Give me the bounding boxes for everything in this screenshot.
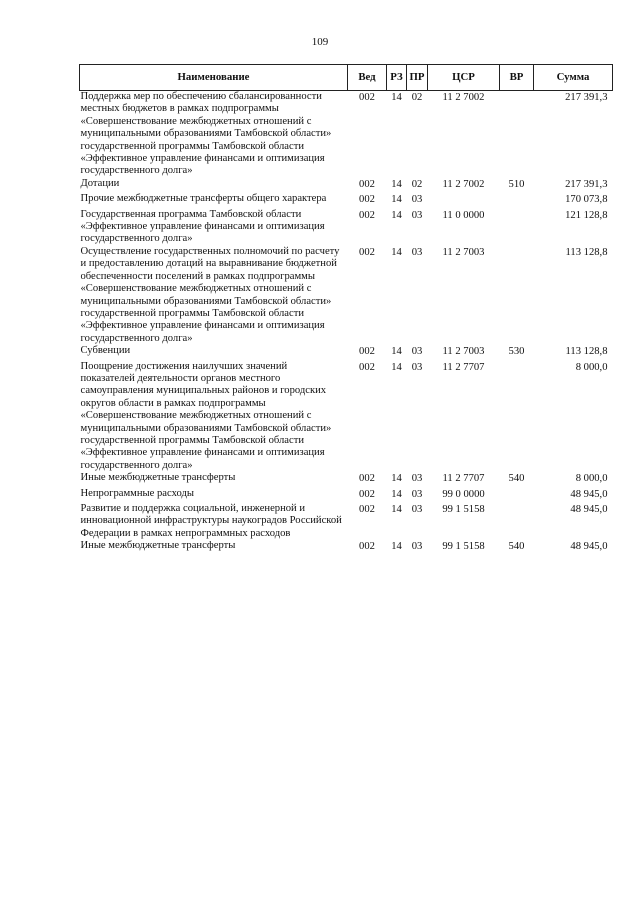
header-rz: РЗ xyxy=(387,65,407,91)
cell-vr: 540 xyxy=(508,541,525,553)
cell-name: Поощрение достижения наилучших значений показателей деятельности органов местного самоуправления муниципальных районов и городских округов области в рамках подпрограммы «Совершенствование межбюджетных отношений с муниципальными образованиями Тамбовской области» государственной программы Тамбовской области «Эффективное управление финансами и оптимизация государственного долга» xyxy=(80,360,332,471)
cell-vr xyxy=(500,91,534,178)
cell-csr: 99 0 0000 xyxy=(442,488,485,500)
table-row xyxy=(80,209,613,246)
cell-rz: 14 xyxy=(391,541,402,553)
cell-pr: 03 xyxy=(411,541,423,553)
cell-csr: 11 2 7003 xyxy=(442,346,485,358)
table-row xyxy=(80,178,613,193)
table-row xyxy=(80,503,613,540)
cell-vr xyxy=(500,361,534,473)
cell-vr xyxy=(500,246,534,345)
cell-name: Субвенции xyxy=(80,345,131,357)
cell-csr: 11 2 7707 xyxy=(442,473,485,485)
header-csr: ЦСР xyxy=(428,65,500,91)
cell-rz: 14 xyxy=(391,209,402,221)
cell-pr: 03 xyxy=(411,488,423,500)
cell-pr: 02 xyxy=(411,92,423,103)
header-name: Наименование xyxy=(80,65,348,91)
table-row xyxy=(80,540,613,555)
cell-csr: 99 1 5158 xyxy=(442,541,485,553)
header-sum: Сумма xyxy=(534,65,613,91)
cell-name: Непрограммные расходы xyxy=(80,487,194,499)
cell-rz: 14 xyxy=(391,92,402,103)
budget-table xyxy=(79,64,613,556)
cell-sum: 217 391,3 xyxy=(565,178,608,190)
cell-rz: 14 xyxy=(391,178,402,190)
cell-sum: 8 000,0 xyxy=(575,473,608,485)
cell-pr: 03 xyxy=(411,194,423,206)
header-ved: Вед xyxy=(348,65,387,91)
cell-sum: 217 391,3 xyxy=(565,92,608,103)
cell-vr: 510 xyxy=(508,178,525,190)
cell-rz: 14 xyxy=(391,346,402,358)
cell-name: Государственная программа Тамбовской области «Эффективное управление финансами и оптимизация государственного долга» xyxy=(80,208,325,245)
cell-ved: 002 xyxy=(359,541,375,553)
cell-csr: 99 1 5158 xyxy=(442,504,485,515)
cell-pr: 03 xyxy=(411,361,423,373)
cell-vr: 540 xyxy=(508,473,525,485)
cell-ved: 002 xyxy=(359,346,375,358)
cell-sum: 121 128,8 xyxy=(565,209,608,221)
cell-ved: 002 xyxy=(359,488,375,500)
cell-ved: 002 xyxy=(359,473,375,485)
cell-csr: 11 2 7002 xyxy=(442,178,485,190)
cell-rz: 14 xyxy=(391,246,402,258)
cell-sum: 48 945,0 xyxy=(570,488,608,500)
table-row xyxy=(80,91,613,178)
cell-name: Прочие межбюджетные трансферты общего характера xyxy=(80,193,327,205)
cell-name: Иные межбюджетные трансферты xyxy=(80,472,236,484)
cell-sum: 8 000,0 xyxy=(575,361,608,373)
cell-ved: 002 xyxy=(359,178,375,190)
cell-vr: 530 xyxy=(508,346,525,358)
cell-csr: 11 2 7707 xyxy=(442,361,485,373)
header-vr: ВР xyxy=(500,65,534,91)
table-row xyxy=(80,472,613,487)
table-body xyxy=(80,91,613,556)
cell-pr: 03 xyxy=(411,346,423,358)
cell-rz: 14 xyxy=(391,488,402,500)
table-row xyxy=(80,345,613,360)
table-header-row xyxy=(80,65,613,91)
cell-csr: 11 2 7002 xyxy=(442,92,485,103)
cell-ved: 002 xyxy=(359,246,375,258)
cell-rz: 14 xyxy=(391,504,402,515)
cell-ved: 002 xyxy=(359,504,375,515)
cell-sum: 48 945,0 xyxy=(570,504,608,515)
cell-vr xyxy=(500,488,534,503)
cell-rz: 14 xyxy=(391,194,402,206)
cell-name: Поддержка мер по обеспечению сбалансированности местных бюджетов в рамках подпрограммы «Совершенствование межбюджетных отношений с муниципальными образованиями Тамбовской области» государственной программы Тамбовской области «Эффективное управление финансами и оптимизация государственного долга» xyxy=(80,91,332,177)
table-row xyxy=(80,488,613,503)
cell-sum: 48 945,0 xyxy=(570,541,608,553)
cell-vr xyxy=(500,503,534,540)
cell-ved: 002 xyxy=(359,194,375,206)
table-row xyxy=(80,193,613,208)
page-number: 109 xyxy=(311,36,329,48)
cell-vr xyxy=(500,193,534,208)
cell-csr xyxy=(428,193,500,208)
cell-ved: 002 xyxy=(359,92,375,103)
cell-sum: 113 128,8 xyxy=(565,346,608,358)
cell-name: Дотации xyxy=(80,177,120,189)
cell-ved: 002 xyxy=(359,209,375,221)
table-row xyxy=(80,361,613,473)
cell-vr xyxy=(500,209,534,246)
cell-pr: 03 xyxy=(411,246,423,258)
header-pr: ПР xyxy=(407,65,428,91)
cell-pr: 02 xyxy=(411,178,423,190)
cell-pr: 03 xyxy=(411,504,423,515)
cell-sum: 113 128,8 xyxy=(565,246,608,258)
cell-rz: 14 xyxy=(391,473,402,485)
table-row xyxy=(80,246,613,345)
cell-name: Осуществление государственных полномочий по расчету и предоставлению дотаций на выравнивание бюджетной обеспеченности поселений в рамках подпрограммы «Совершенствование межбюджетных отношений с муниципальными образованиями Тамбовской области» государственной программы Тамбовской области «Эффективное управление финансами и оптимизация государственного долга» xyxy=(80,245,340,344)
cell-csr: 11 2 7003 xyxy=(442,246,485,258)
cell-rz: 14 xyxy=(391,361,402,373)
cell-name: Иные межбюджетные трансферты xyxy=(80,540,236,552)
cell-ved: 002 xyxy=(359,361,375,373)
cell-csr: 11 0 0000 xyxy=(442,209,485,221)
cell-pr: 03 xyxy=(411,473,423,485)
cell-sum: 170 073,8 xyxy=(565,194,608,206)
cell-name: Развитие и поддержка социальной, инженерной и инновационной инфраструктуры наукоградов Российской Федерации в рамках непрограммных расходов xyxy=(80,503,342,539)
cell-pr: 03 xyxy=(411,209,423,221)
